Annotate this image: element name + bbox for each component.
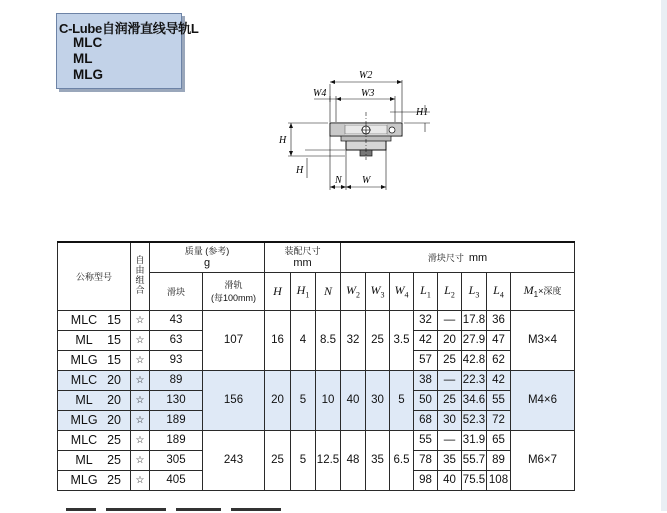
self-combo-star: ☆ [131, 390, 150, 410]
model-series: MLC [70, 433, 98, 447]
self-combo-star: ☆ [131, 370, 150, 390]
model-cell [58, 310, 131, 330]
w3-cell: 35 [366, 430, 390, 490]
model-mlc-label: MLC [73, 35, 103, 50]
header-l1: $L_1$ [414, 272, 438, 310]
l4-cell: 65 [487, 430, 511, 450]
header-w4: $W_4$ [390, 272, 414, 310]
l3-cell: 22.3 [462, 370, 487, 390]
l3-cell: 27.9 [462, 330, 487, 350]
block-mass-cell: 89 [150, 370, 203, 390]
model-series: ML [75, 453, 93, 467]
m1-cell: M3×4 [511, 310, 575, 370]
header-assembly: 装配尺寸 mm [265, 242, 341, 272]
model-size: 20 [107, 373, 121, 387]
h-cell: 16 [265, 310, 291, 370]
l2-cell: 25 [438, 350, 462, 370]
model-series: MLG [70, 353, 98, 367]
w2-cell: 48 [341, 430, 366, 490]
h1-label-right: H1 [416, 107, 429, 118]
block-mass-cell: 189 [150, 410, 203, 430]
m1-cell: M4×6 [511, 370, 575, 430]
l2-cell: 20 [438, 330, 462, 350]
w-label: W [362, 175, 371, 186]
l2-cell: — [438, 370, 462, 390]
w4-cell: 5 [390, 370, 414, 430]
model-size: 15 [107, 353, 121, 367]
header-l2: $L_2$ [438, 272, 462, 310]
model-series: MLG [70, 413, 98, 427]
rail-mass-cell: 243 [203, 430, 265, 490]
rail-mass-cell: 156 [203, 370, 265, 430]
model-size: 25 [107, 433, 121, 447]
l3-cell: 75.5 [462, 470, 487, 490]
n-cell: 10 [316, 370, 341, 430]
block-mass-cell: 43 [150, 310, 203, 330]
model-cell [58, 430, 131, 450]
w3-label: W3 [361, 88, 375, 99]
l1-cell: 98 [414, 470, 438, 490]
cross-section-diagram [0, 0, 667, 240]
l1-cell: 55 [414, 430, 438, 450]
l2-cell: 30 [438, 410, 462, 430]
w2-label: W2 [359, 70, 373, 81]
header-model: 公称型号 [58, 242, 131, 310]
w2-cell: 40 [341, 370, 366, 430]
model-series: ML [75, 393, 93, 407]
table-row [58, 370, 575, 390]
header-l3: $L_3$ [462, 272, 487, 310]
l1-cell: 78 [414, 450, 438, 470]
model-size: 15 [107, 333, 121, 347]
header-l4: $L_4$ [487, 272, 511, 310]
w4-cell: 6.5 [390, 430, 414, 490]
model-cell [58, 350, 131, 370]
l3-cell: 52.3 [462, 410, 487, 430]
l4-cell: 47 [487, 330, 511, 350]
header-h1: $H_1$ [291, 272, 316, 310]
series-title: C-Lube自润滑直线导轨L [59, 21, 199, 36]
w4-cell: 3.5 [390, 310, 414, 370]
block-seal-left [331, 124, 345, 135]
model-cell [58, 390, 131, 410]
n-cell: 12.5 [316, 430, 341, 490]
model-cell [58, 470, 131, 490]
self-combo-star: ☆ [131, 330, 150, 350]
l3-cell: 34.6 [462, 390, 487, 410]
block-mass-cell: 189 [150, 430, 203, 450]
block-mass-cell: 63 [150, 330, 203, 350]
model-size: 25 [107, 473, 121, 487]
l3-cell: 55.7 [462, 450, 487, 470]
model-size: 20 [107, 393, 121, 407]
next-section-fragment [66, 505, 296, 513]
l4-cell: 108 [487, 470, 511, 490]
header-mass: 质量 (参考) g [150, 242, 265, 272]
model-series: ML [75, 333, 93, 347]
model-series: MLG [70, 473, 98, 487]
l1-cell: 32 [414, 310, 438, 330]
self-combo-star: ☆ [131, 450, 150, 470]
l4-cell: 55 [487, 390, 511, 410]
l3-cell: 31.9 [462, 430, 487, 450]
block-mass-cell: 405 [150, 470, 203, 490]
l3-cell: 42.8 [462, 350, 487, 370]
header-block-dims: 滑块尺寸 mm [341, 242, 575, 272]
spec-table [57, 241, 575, 491]
model-cell [58, 330, 131, 350]
rail-mass-cell: 107 [203, 310, 265, 370]
l2-cell: — [438, 430, 462, 450]
model-size: 15 [107, 313, 121, 327]
n-cell: 8.5 [316, 310, 341, 370]
l2-cell: 35 [438, 450, 462, 470]
w3-cell: 30 [366, 370, 390, 430]
l4-cell: 72 [487, 410, 511, 430]
h1-cell: 4 [291, 310, 316, 370]
h-cell: 25 [265, 430, 291, 490]
w4-label: W4 [313, 88, 327, 99]
h1-cell: 5 [291, 430, 316, 490]
table-row [58, 310, 575, 330]
header-rail: 滑轨 (每100mm) [203, 272, 265, 310]
h1-label-left: H [296, 165, 304, 176]
w3-cell: 25 [366, 310, 390, 370]
l2-cell: — [438, 310, 462, 330]
l1-cell: 68 [414, 410, 438, 430]
header-w3: $W_3$ [366, 272, 390, 310]
l2-cell: 40 [438, 470, 462, 490]
header-m1: $M_1\times$深度 [511, 272, 575, 310]
header-n: N [316, 272, 341, 310]
l4-cell: 36 [487, 310, 511, 330]
l1-cell: 50 [414, 390, 438, 410]
l1-cell: 38 [414, 370, 438, 390]
model-series: MLC [70, 313, 98, 327]
l3-cell: 17.8 [462, 310, 487, 330]
header-self-combo: 自由组合 [131, 242, 150, 310]
h-cell: 20 [265, 370, 291, 430]
n-label: N [335, 175, 342, 186]
spec-table-body [58, 310, 575, 490]
table-row [58, 430, 575, 450]
l1-cell: 57 [414, 350, 438, 370]
self-combo-star: ☆ [131, 310, 150, 330]
l4-cell: 42 [487, 370, 511, 390]
self-combo-star: ☆ [131, 410, 150, 430]
model-size: 20 [107, 413, 121, 427]
h1-cell: 5 [291, 370, 316, 430]
l2-cell: 25 [438, 390, 462, 410]
header-block: 滑块 [150, 272, 203, 310]
header-w2: $W_2$ [341, 272, 366, 310]
header-h: H [265, 272, 291, 310]
model-cell [58, 410, 131, 430]
model-series: MLC [70, 373, 98, 387]
l1-cell: 42 [414, 330, 438, 350]
m1-cell: M6×7 [511, 430, 575, 490]
h-label: H [279, 135, 287, 146]
self-combo-star: ☆ [131, 350, 150, 370]
block-mass-cell: 305 [150, 450, 203, 470]
model-ml-label: ML [73, 51, 93, 66]
l4-cell: 89 [487, 450, 511, 470]
l4-cell: 62 [487, 350, 511, 370]
self-combo-star: ☆ [131, 430, 150, 450]
model-cell [58, 370, 131, 390]
model-cell [58, 450, 131, 470]
w2-cell: 32 [341, 310, 366, 370]
model-size: 25 [107, 453, 121, 467]
block-mass-cell: 130 [150, 390, 203, 410]
self-combo-star: ☆ [131, 470, 150, 490]
block-mass-cell: 93 [150, 350, 203, 370]
model-mlg-label: MLG [73, 67, 103, 82]
